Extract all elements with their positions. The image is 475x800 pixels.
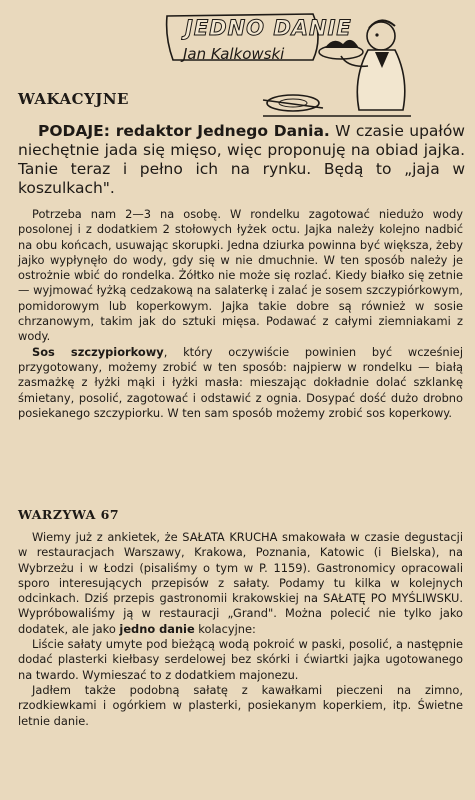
article-lead <box>18 122 465 198</box>
article1-body <box>18 207 463 421</box>
emphasis-text: SAŁATA KRUCHA <box>182 530 278 544</box>
paragraph-text: . Wypróbowaliśmy ją w restauracji „Grand". Można polecić nie tylko jako dodatek, ale jako <box>18 591 463 636</box>
paragraph <box>18 345 463 421</box>
paragraph-text: , który oczywiście powinien być wcześniej przygotowany, możemy zrobić w ten sposób: najpierw w rondelku — białą zasmażkę z łyżki mąki i łyżki masła: mieszając dokładnie dolać szklankę śmietany, posolić, zagotować i odstawić z ognia. Dosypać dość dużo drobno posiekanego szczypiorku. W ten sam sposób możemy zrobić sos koperkowy. <box>18 344 463 420</box>
article-heading-warzywa: WARZYWA 67 <box>18 507 120 522</box>
paragraph: Potrzeba nam 2—3 na osobę. W rondelku zagotować niedużo wody posolonej i z dodatkiem 2 stołowych łyżek octu. Jajka należy kolejno nadbić na obu końcach, usuwając skorupki. Jedna dziurka powinna być większa, żeby jajko wypłynęło do wody, gdy się w nie dmuchnie. W ten sposób należy je ostrożnie wbić do rondelka. Żółtko nie może się rozlać. Kiedy białko się zetnie — wyjmować łyżką cedzakową na salaterkę i zalać je sosem szczypiórkowym, pomidorowym lub koperkowym. Jajka takie dobre są również w sosie chrzanowym, takim jak do sztuki mięsa. Podawać z całymi ziemniakami z wody. <box>18 207 463 344</box>
bold-phrase: jedno danie <box>119 621 195 636</box>
paragraph-text: kolacyjne: <box>194 621 256 636</box>
paragraph: Liście sałaty umyte pod bieżącą wodą pokroić w paski, posolić, a następnie dodać plasterki kiełbasy serdelowej bez skórki i ćwiartki jajka ugotowanego na twardo. Wymieszać to z dodatkiem majonezu. <box>18 637 463 682</box>
emphasis-text: SAŁATĘ PO MYŚLIWSKU <box>323 591 460 606</box>
paragraph-text: Wiemy już z ankietek, że <box>32 530 183 544</box>
paragraph <box>18 530 463 637</box>
bold-phrase: Sos szczypiorkowy <box>32 344 164 359</box>
column-author: Jan Kalkowski <box>183 45 285 63</box>
article-heading-wakacyjne: WAKACYJNE <box>18 90 129 108</box>
lead-bold: PODAJE: redaktor Jednego Dania. <box>38 122 330 140</box>
masthead <box>163 8 413 120</box>
column-title: JEDNO DANIE <box>185 16 352 40</box>
lead-text: W czasie upałów niechętnie jada się mięso, więc proponuję na obiad jajka. Tanie teraz i pełno ich na rynku. Będą to „jaja w koszulkach". <box>18 122 465 197</box>
paragraph-text: smakowała w czasie degustacji w restauracjach Warszawy, Krakowa, Poznania, Katowic (i Bielska), na Wybrzeżu i w Łodzi (pisaliśmy o tym w P. 1159). Gastronomicy opracowali sporo interesujących przepisów z sałaty. Podamy tu kilka w kolejnych odcinkach. Dziś przepis gastronomii krakowskiej na <box>18 530 463 606</box>
paragraph: Jadłem także podobną sałatę z kawałkami pieczeni na zimno, rzodkiewkami i ogórkiem w plasterki, posiekanym koperkiem, itp. Świetne letnie danie. <box>18 682 463 728</box>
article2-body <box>18 530 463 729</box>
